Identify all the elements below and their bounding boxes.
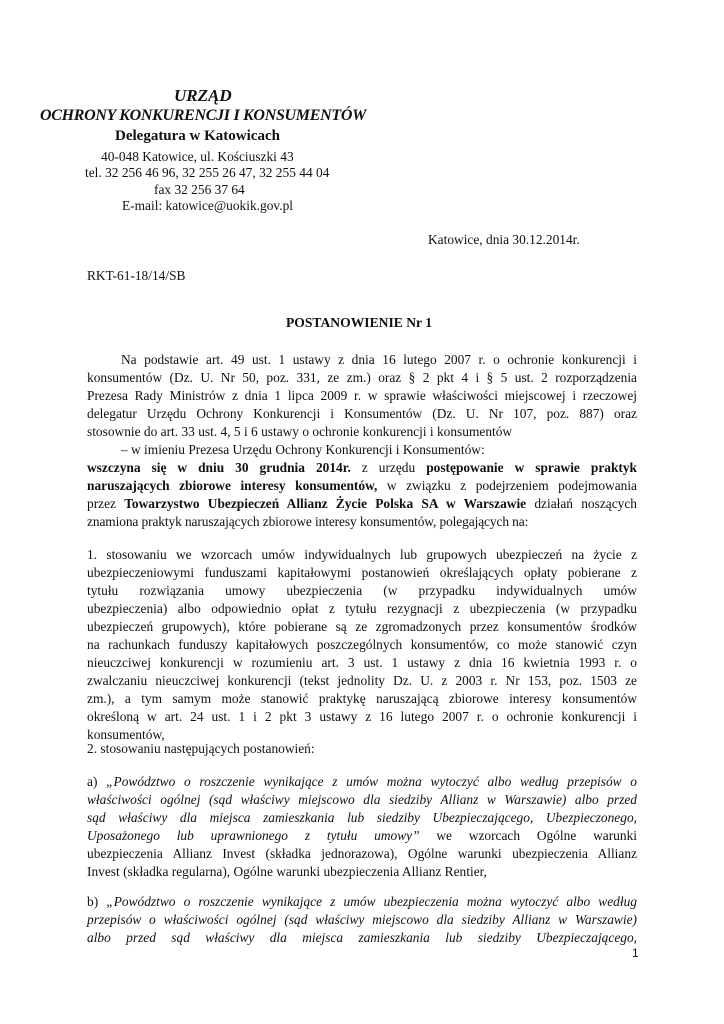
company-name: Towarzystwo Ubezpieczeń Allianz Życie Polska SA w Warszawie xyxy=(124,496,527,511)
point-a-line xyxy=(87,773,637,791)
point-b-label: b) xyxy=(87,894,107,909)
intro-text: przez xyxy=(87,496,125,511)
intro-line-initiation xyxy=(87,459,637,477)
intro-line: znamiona praktyk naruszających zbiorowe interesy konsumentów, polegających na: xyxy=(87,514,529,529)
intro-line: Na podstawie art. 49 ust. 1 ustawy z dnia 16 lutego 2007 r. o ochronie konkurencji i xyxy=(121,352,637,367)
intro-line: konsumentów (Dz. U. Nr 50, poz. 331, ze zm.) oraz § 2 pkt 4 i § 5 ust. 2 rozporządzenia xyxy=(87,370,637,385)
point-a-line: Invest (składka regularna), Ogólne warunki ubezpieczenia Allianz Rentier, xyxy=(87,864,487,879)
point1-line: tytułu rozwiązania umowy ubezpieczenia (w przypadku indywidualnych umów xyxy=(87,583,637,598)
intro-text: z urzędu xyxy=(350,460,427,475)
point-a-line: ubezpieczenia Allianz Invest (składka jednorazowa), Ogólne warunki ubezpieczenia Allianz xyxy=(87,846,637,861)
point1-line: konsumentów, xyxy=(87,727,165,742)
point-a-line xyxy=(87,827,637,845)
header-urzad: URZĄD xyxy=(174,86,232,105)
point1-line: zwalczaniu nieuczciwej konkurencji (tekst jednolity Dz. U. z 2003 r. Nr 153, poz. 1503 ze xyxy=(87,673,637,688)
point2-heading: 2. stosowaniu następujących postanowień: xyxy=(87,741,315,756)
point1-line: ubezpieczeniowymi funduszami kapitałowymi postanowień określających opłaty pobierane z xyxy=(87,565,637,580)
proceeding-type: postępowanie w sprawie praktyk xyxy=(426,460,638,475)
header-office-name: OCHRONY KONKURENCJI I KONSUMENTÓW xyxy=(40,107,367,124)
clause-quote: „Powództwo o roszczenie wynikające z umów można wytoczyć albo według przepisów o xyxy=(106,774,637,789)
point-a-text: we wzorcach Ogólne warunki xyxy=(419,828,637,843)
initiation-date: wszczyna się w dniu 30 grudnia 2014r. xyxy=(87,460,351,475)
header-tel: tel. 32 256 46 96, 32 255 26 47, 32 255 44 04 xyxy=(85,165,330,180)
intro-line xyxy=(87,477,637,495)
place-date: Katowice, dnia 30.12.2014r. xyxy=(428,232,580,247)
header-email: E-mail: katowice@uokik.gov.pl xyxy=(122,198,293,213)
page-number: 1 xyxy=(632,946,639,960)
point-a-line: właściwości ogólnej (sąd właściwy miejscowo dla siedziby Allianz w Warszawie) albo przed xyxy=(87,792,637,807)
header-fax: fax 32 256 37 64 xyxy=(154,182,245,197)
point-b-line: albo przed sąd właściwy dla miejsca zamieszkania lub siedziby Ubezpieczającego, xyxy=(87,930,637,945)
point1-line: 1. stosowaniu we wzorcach umów indywidualnych lub grupowych ubezpieczeń na życie z xyxy=(87,547,637,562)
point1-line: zm.), a tym samym może stanowić praktykę naruszającą zbiorowe interesy konsumentów xyxy=(87,691,637,706)
clause-quote: „Powództwo o roszczenie wynikające z umów ubezpieczenia można wytoczyć albo według xyxy=(106,894,637,909)
intro-text: działań noszących xyxy=(526,496,637,511)
header-delegatura: Delegatura w Katowicach xyxy=(115,128,280,144)
point1-line: ubezpieczeń grupowych), które pobierane są ze zgromadzonych przez konsumentów środków xyxy=(87,619,637,634)
point1-line: ubezpieczenia) albo odpowiednio opłat z tytułu rezygnacji z ubezpieczenia (w przypadku xyxy=(87,601,637,616)
point1-line: nieuczciwej konkurencji w rozumieniu art. 3 ust. 1 ustawy z dnia 16 kwietnia 1993 r. o xyxy=(87,655,637,670)
point1-line: na rachunkach funduszy kapitałowych poszczególnych konsumentów, co może stanowić czyn xyxy=(87,637,637,652)
intro-line: – w imieniu Prezesa Urzędu Ochrony Konkurencji i Konsumentów: xyxy=(121,442,485,457)
point-b-line xyxy=(87,893,637,911)
point-a-line: sąd właściwy dla miejsca zamieszkania lub siedziby Ubezpieczającego, Ubezpieczonego, xyxy=(87,810,637,825)
intro-text: w związku z podejrzeniem podejmowania xyxy=(377,478,637,493)
point-a-label: a) xyxy=(87,774,107,789)
intro-line: stosownie do art. 33 ust. 4, 5 i 6 ustawy o ochronie konkurencji i konsumentów xyxy=(87,424,513,439)
document-title: POSTANOWIENIE Nr 1 xyxy=(286,315,433,330)
header-address: 40-048 Katowice, ul. Kościuszki 43 xyxy=(101,149,294,164)
point-b-line: przepisów o właściwości ogólnej (sąd właściwy miejscowo dla siedziby Allianz w Warszawie) xyxy=(87,912,637,927)
intro-line: Prezesa Rady Ministrów z dnia 1 lipca 2009 r. w sprawie właściwości miejscowej i rzeczowej xyxy=(87,388,637,403)
point1-line: określoną w art. 24 ust. 1 i 2 pkt 3 ustawy z 16 lutego 2007 r. o ochronie konkurencji i xyxy=(87,709,637,724)
clause-quote: Uposażonego lub uprawnionego z tytułu umowy” xyxy=(87,828,420,843)
intro-line xyxy=(87,495,637,513)
reference-number: RKT-61-18/14/SB xyxy=(87,268,186,283)
intro-line: delegatur Urzędu Ochrony Konkurencji i Konsumentów (Dz. U. Nr 107, poz. 887) oraz xyxy=(87,406,637,421)
proceeding-type-cont: naruszających zbiorowe interesy konsumentów, xyxy=(87,478,378,493)
